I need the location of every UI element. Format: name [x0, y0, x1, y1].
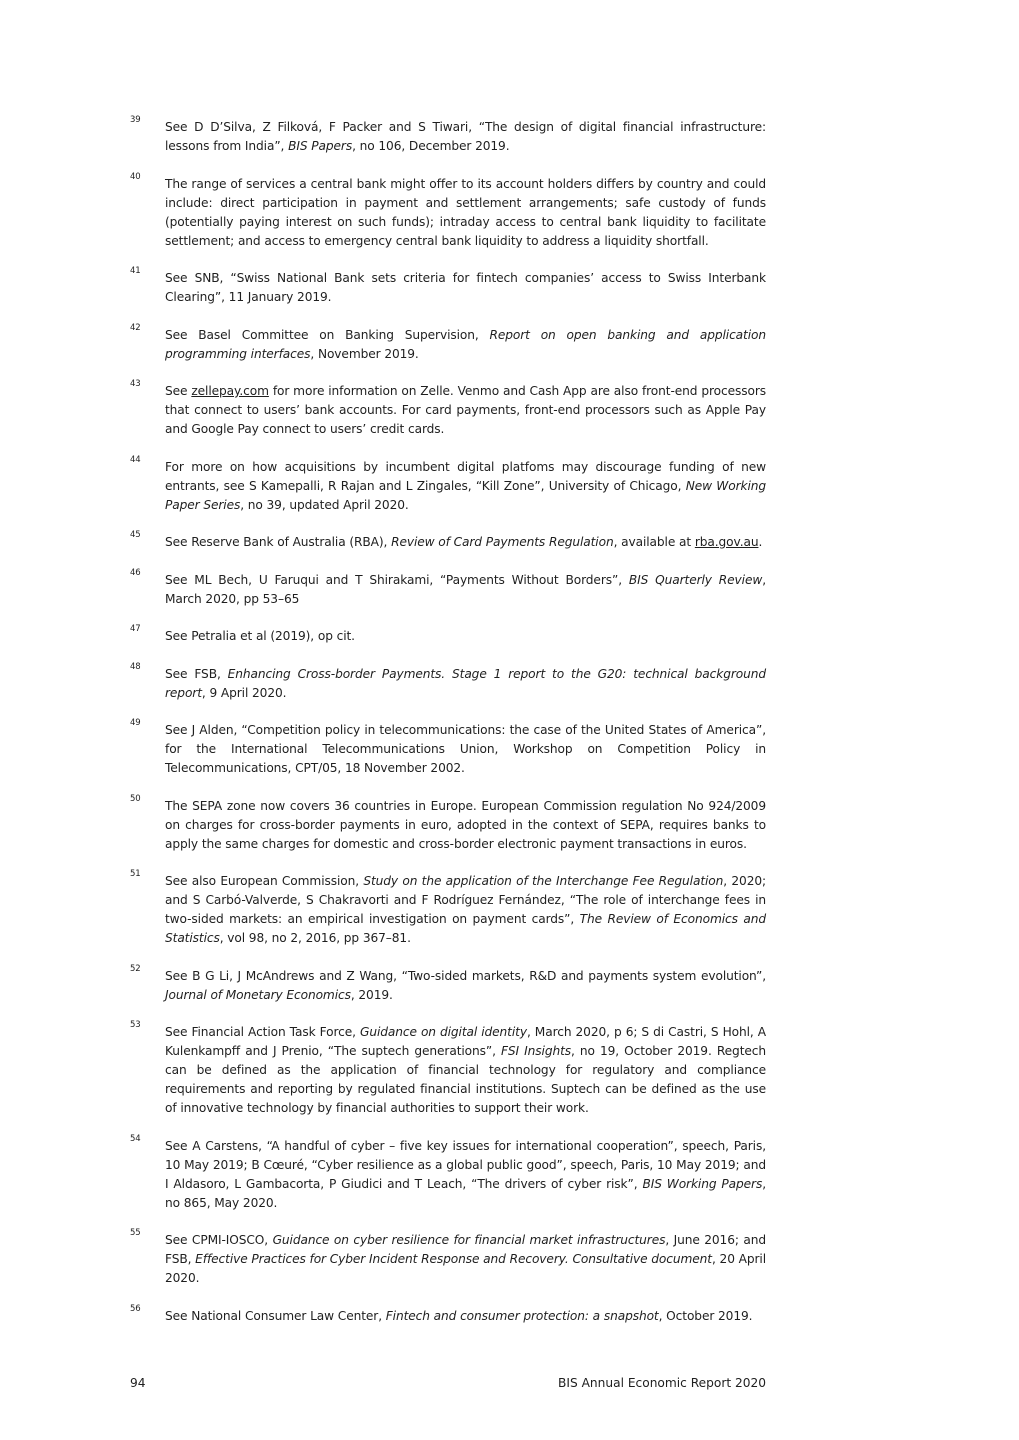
- publication-title: Effective Practices for Cyber Incident Response and Recovery. Consultative document: [195, 1252, 712, 1266]
- publication-title: BIS Working Papers: [642, 1176, 763, 1191]
- footnote-text: [165, 969, 766, 1002]
- footnote: [130, 1303, 766, 1326]
- text-run: See CPMI-IOSCO,: [165, 1233, 273, 1247]
- text-run: The SEPA zone now covers 36 countries in Europe. European Commission regulation No 924/2009 on charges for cross-border payments in euro, adopted in the context of SEPA, requires banks to apply the same charges for domestic and cross-border electronic payment transactions in euros.: [165, 798, 766, 851]
- footnote: [130, 266, 766, 307]
- footnote: [130, 1133, 766, 1213]
- publication-title: Fintech and consumer protection: a snapshot: [385, 1308, 659, 1323]
- footnote: [130, 171, 766, 251]
- text-run: See A Carstens, “A handful of cyber – five key issues for international cooperation”, speech, Paris, 10 May 2019; B Cœuré, “Cyber resilience as a global public good”, speech, Paris, 10 May 2019; and I Aldasoro, L Gambacorta, P Giudici and T Leach, “The drivers of cyber risk”,: [165, 1138, 766, 1191]
- footnote-number: 54: [130, 1133, 141, 1144]
- footnotes-list: [130, 115, 767, 1344]
- footnote-text: [165, 1233, 766, 1285]
- footnote: [130, 1228, 766, 1288]
- footnote: [130, 718, 766, 778]
- text-run: See: [165, 384, 192, 398]
- footnote-number: 45: [130, 530, 141, 540]
- footnote: [130, 624, 766, 646]
- text-run: , available at: [613, 535, 695, 549]
- publication-title: Review of Card Payments Regulation: [391, 535, 614, 549]
- footnote: [130, 661, 766, 703]
- footnote: [130, 869, 767, 948]
- footnote-number: 46: [130, 567, 141, 578]
- footnote-text: [165, 328, 766, 361]
- footnote: [130, 1020, 766, 1118]
- footnote-number: 40: [130, 171, 141, 182]
- text-run: , vol 98, no 2, 2016, pp 367–81.: [219, 931, 411, 945]
- footnote-text: [165, 573, 766, 606]
- text-run: , 2020; and S Carbó-Valverde, S Chakravorti and F Rodríguez Fernández, “The role of interchange fees in two-sided markets: an empirical investigation on payment cards”,: [165, 874, 767, 926]
- web-link[interactable]: zellepay.com: [191, 384, 269, 398]
- footnote-number: 51: [130, 869, 141, 879]
- text-run: , October 2019.: [658, 1308, 753, 1323]
- text-run: See SNB, “Swiss National Bank sets criteria for fintech companies’ access to Swiss Interbank Clearing”, 11 January 2019.: [165, 271, 766, 304]
- publication-title: New Working Paper Series: [165, 478, 766, 512]
- footnote: [130, 567, 767, 609]
- footnote-text: [165, 1025, 766, 1115]
- text-run: See FSB,: [165, 666, 228, 681]
- footnote-text: [165, 1309, 752, 1323]
- footnote-text: [165, 799, 766, 851]
- footnote: [130, 322, 766, 364]
- text-run: See National Consumer Law Center,: [165, 1308, 386, 1323]
- text-run: See Financial Action Task Force,: [165, 1025, 360, 1039]
- publication-title: BIS Papers: [288, 139, 353, 153]
- text-run: for more information on Zelle. Venmo and Cash App are also front-end processors that connect to users’ bank accounts. For card payments, front-end processors such as Apple Pay and Google Pay connect to users’ credit cards.: [165, 384, 766, 436]
- text-run: , 9 April 2020.: [201, 685, 287, 700]
- footnote: [130, 379, 766, 439]
- text-run: See Petralia et al (2019), op cit.: [165, 629, 355, 643]
- text-run: , no 19, October 2019. Regtech can be defined as the application of financial technology for regulatory and compliance requirements and reporting by regulated financial institutions. Suptech can be defined as the use of innovative technology by financial authorities to support their work.: [165, 1044, 766, 1115]
- publication-title: Journal of Monetary Economics: [165, 987, 351, 1002]
- text-run: See Basel Committee on Banking Supervision,: [165, 327, 490, 342]
- page-number: 94: [130, 1376, 146, 1390]
- publication-title: BIS Quarterly Review: [628, 572, 763, 587]
- footnote-text: [165, 667, 766, 700]
- publication-title: FSI Insights: [501, 1044, 572, 1058]
- footnote-text: [165, 874, 766, 945]
- text-run: , no 39, updated April 2020.: [240, 497, 409, 512]
- text-run: , March 2020, p 6; S di Castri, S Hohl, A Kulenkampff and J Prenio, “The suptech generations”,: [165, 1025, 766, 1058]
- publication-title: Guidance on digital identity: [359, 1025, 527, 1039]
- footnote-number: 55: [130, 1228, 141, 1238]
- text-run: See Reserve Bank of Australia (RBA),: [165, 535, 392, 549]
- text-run: See J Alden, “Competition policy in telecommunications: the case of the United States of America”, for the International Telecommunications Union, Workshop on Competition Policy in Telecommunications, CPT/05, 18 November 2002.: [165, 723, 766, 775]
- text-run: , 2019.: [350, 987, 393, 1002]
- footnote-text: [165, 120, 766, 153]
- footnote-number: 48: [130, 661, 141, 672]
- text-run: For more on how acquisitions by incumbent digital platfoms may discourage funding of new entrants, see S Kamepalli, R Rajan and L Zingales, “Kill Zone”, University of Chicago,: [165, 459, 766, 493]
- footnote-number: 50: [130, 793, 141, 804]
- footnote-text: [165, 1139, 766, 1210]
- text-run: , June 2016; and FSB,: [165, 1233, 766, 1266]
- footnote-text: [165, 384, 766, 436]
- publication-title: The Review of Economics and Statistics: [165, 912, 766, 945]
- footnote-number: 53: [130, 1020, 141, 1030]
- footnote-number: 39: [130, 115, 141, 125]
- report-title: BIS Annual Economic Report 2020: [558, 1376, 766, 1390]
- publication-title: Guidance on cyber resilience for financial market infrastructures: [272, 1233, 666, 1247]
- publication-title: Report on open banking and application programming interfaces: [165, 327, 766, 361]
- text-run: , 20 April 2020.: [165, 1252, 766, 1285]
- text-run: , no 865, May 2020.: [165, 1176, 766, 1210]
- footnote-text: [165, 271, 766, 304]
- publication-title: Study on the application of the Interchange Fee Regulation: [363, 874, 724, 888]
- footnote-number: 42: [130, 322, 141, 333]
- footnote-number: 44: [130, 454, 141, 465]
- footnote-number: 47: [130, 624, 141, 634]
- footnote-text: [165, 629, 355, 643]
- footnote-text: [165, 177, 766, 248]
- footnote-number: 52: [130, 963, 141, 974]
- footnote: [130, 454, 766, 515]
- footnote-number: 43: [130, 379, 141, 389]
- footnote-text: [165, 723, 766, 775]
- text-run: See also European Commission,: [165, 874, 364, 888]
- text-run: .: [758, 535, 763, 549]
- publication-title: Enhancing Cross-border Payments. Stage 1 report to the G20: technical background report: [165, 666, 766, 700]
- text-run: See ML Bech, U Faruqui and T Shirakami, “Payments Without Borders”,: [165, 572, 629, 587]
- footnote: [130, 963, 766, 1005]
- footnote-number: 49: [130, 718, 141, 728]
- text-run: The range of services a central bank might offer to its account holders differs by country and could include: direct participation in payment and settlement arrangements; safe custody of funds (potentially paying interest on such funds); intraday access to central bank liquidity to facilitate settlement; and access to emergency central bank liquidity to address a liquidity shortfall.: [165, 176, 766, 248]
- footnote: [130, 530, 766, 552]
- footnote-number: 56: [130, 1303, 141, 1314]
- footnote-text: [165, 460, 766, 512]
- text-run: , March 2020, pp 53–65: [165, 572, 767, 606]
- text-run: , November 2019.: [310, 346, 419, 361]
- footnote: [130, 793, 766, 854]
- text-run: , no 106, December 2019.: [352, 139, 510, 153]
- web-link[interactable]: rba.gov.au: [694, 535, 759, 549]
- footnote-number: 41: [130, 266, 141, 276]
- text-run: See B G Li, J McAndrews and Z Wang, “Two-sided markets, R&D and payments system evolution”,: [165, 968, 766, 983]
- footnote-text: [165, 535, 762, 549]
- footnote: [130, 115, 766, 156]
- text-run: See D D’Silva, Z Filková, F Packer and S Tiwari, “The design of digital financial infrastructure: lessons from India”,: [165, 120, 766, 153]
